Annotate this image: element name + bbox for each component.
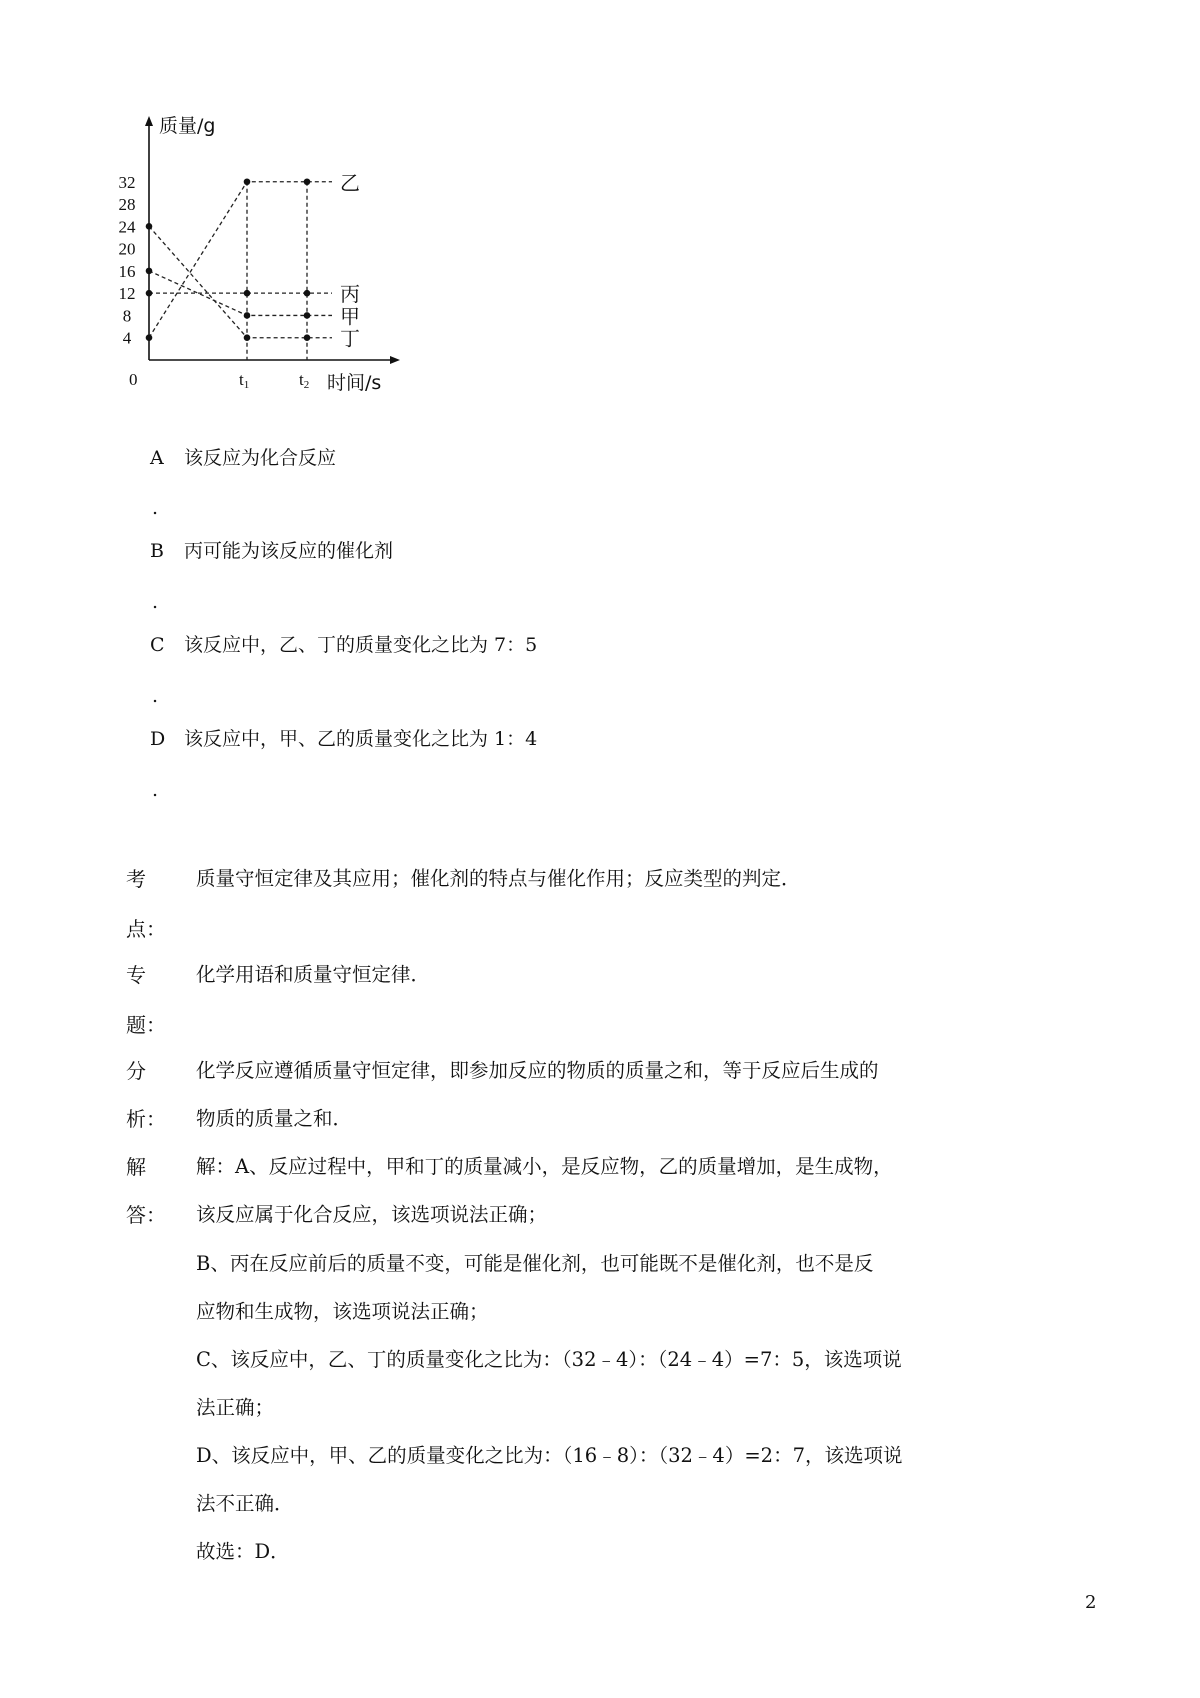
jieda-line: 该反应属于化合反应，该选项说法正确； bbox=[196, 1203, 548, 1226]
option-d-dot: . bbox=[152, 779, 159, 801]
option-b bbox=[150, 539, 393, 563]
option-text: 该反应中，乙、丁的质量变化之比为 7：5 bbox=[184, 634, 538, 656]
option-text: 丙可能为该反应的催化剂 bbox=[184, 540, 394, 562]
zhuanti-label-1: 专 bbox=[126, 963, 146, 987]
jieda-line: C、该反应中，乙、丁的质量变化之比为：（32﹣4）：（24﹣4）=7：5，该选项说 bbox=[196, 1348, 902, 1371]
option-letter: C bbox=[150, 634, 165, 656]
data-point bbox=[146, 334, 153, 341]
data-point bbox=[146, 290, 153, 297]
jieda-label-1: 解 bbox=[126, 1155, 146, 1179]
jieda-label-2: 答： bbox=[126, 1203, 166, 1227]
kaodian-label-1: 考 bbox=[126, 867, 146, 891]
data-point bbox=[304, 334, 311, 341]
jieda-line: 解：A、反应过程中，甲和丁的质量减小，是反应物，乙的质量增加，是生成物， bbox=[196, 1155, 893, 1178]
y-axis-label: 质量/g bbox=[159, 115, 216, 137]
data-point bbox=[244, 334, 251, 341]
option-b-dot: . bbox=[152, 591, 159, 613]
data-point bbox=[244, 178, 251, 185]
data-point bbox=[146, 268, 153, 275]
jieda-line: 法正确； bbox=[196, 1396, 275, 1419]
fenxi-line: 物质的质量之和． bbox=[196, 1107, 353, 1130]
data-point bbox=[146, 223, 153, 230]
data-point bbox=[244, 312, 251, 319]
x-axis-arrow bbox=[390, 356, 400, 364]
y-tick-label: 20 bbox=[118, 239, 136, 259]
kaodian-text: 质量守恒定律及其应用；催化剂的特点与催化作用；反应类型的判定． bbox=[196, 867, 801, 890]
page-number: 2 bbox=[1085, 1592, 1097, 1613]
option-letter: D bbox=[150, 728, 166, 750]
fenxi-label-2: 析： bbox=[126, 1107, 166, 1131]
data-point bbox=[304, 290, 311, 297]
data-point bbox=[244, 290, 251, 297]
x-tick-label: t2 bbox=[299, 370, 310, 391]
fenxi-line: 化学反应遵循质量守恒定律，即参加反应的物质的质量之和，等于反应后生成的 bbox=[196, 1059, 879, 1082]
kaodian-label-2: 点： bbox=[126, 917, 166, 941]
chart-axes bbox=[145, 116, 400, 364]
y-tick-label: 12 bbox=[118, 284, 136, 304]
option-c-dot: . bbox=[152, 685, 159, 707]
y-axis-arrow bbox=[145, 116, 153, 126]
y-tick-label: 24 bbox=[118, 217, 136, 237]
option-text: 该反应中，甲、乙的质量变化之比为 1：4 bbox=[184, 728, 538, 750]
series-label: 乙 bbox=[340, 170, 360, 195]
y-tick-label: 32 bbox=[118, 172, 136, 192]
y-tick-label: 16 bbox=[118, 261, 136, 281]
option-a-dot: . bbox=[152, 497, 159, 519]
option-letter: B bbox=[150, 540, 164, 562]
option-letter: A bbox=[150, 447, 164, 469]
series-label: 丙 bbox=[340, 282, 360, 307]
option-a bbox=[150, 446, 336, 470]
x-axis-label: 时间/s bbox=[327, 372, 382, 394]
y-tick-label: 4 bbox=[122, 328, 132, 348]
chart-labels bbox=[119, 115, 382, 394]
jieda-line: D、该反应中，甲、乙的质量变化之比为：（16﹣8）：（32﹣4）=2：7，该选项说 bbox=[196, 1444, 903, 1467]
option-c bbox=[150, 633, 537, 657]
fenxi-label-1: 分 bbox=[126, 1059, 146, 1083]
origin-label: 0 bbox=[129, 370, 138, 389]
series-line bbox=[149, 226, 332, 337]
series-label: 丁 bbox=[340, 326, 360, 351]
series-label: 甲 bbox=[340, 304, 360, 329]
zhuanti-text: 化学用语和质量守恒定律． bbox=[196, 963, 431, 986]
mass-time-chart bbox=[100, 112, 440, 430]
jieda-line: 故选：D． bbox=[196, 1540, 290, 1563]
x-tick-label: t1 bbox=[239, 370, 250, 391]
jieda-line: B、丙在反应前后的质量不变，可能是催化剂，也可能既不是催化剂，也不是反 bbox=[196, 1252, 874, 1275]
jieda-line: 应物和生成物，该选项说法正确； bbox=[196, 1300, 489, 1323]
jieda-line: 法不正确． bbox=[196, 1492, 294, 1515]
chart-series bbox=[146, 178, 332, 360]
option-text: 该反应为化合反应 bbox=[184, 447, 337, 469]
y-tick-label: 8 bbox=[122, 306, 132, 326]
data-point bbox=[304, 178, 311, 185]
option-d bbox=[150, 727, 537, 751]
zhuanti-label-2: 题： bbox=[126, 1013, 166, 1037]
y-tick-label: 28 bbox=[118, 195, 136, 215]
data-point bbox=[304, 312, 311, 319]
